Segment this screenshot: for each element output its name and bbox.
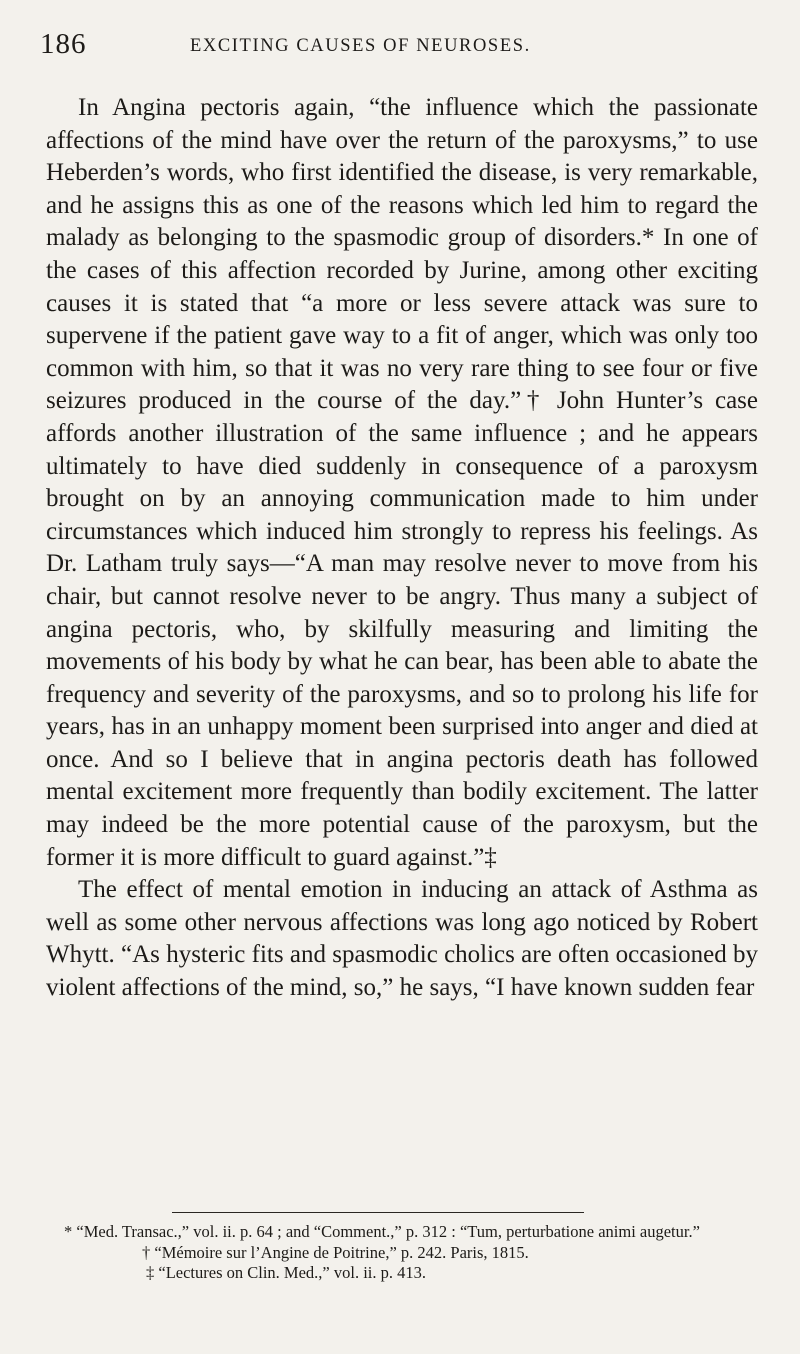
- page-number: 186: [40, 28, 87, 60]
- running-head: [40, 28, 760, 68]
- footnote-divider: [172, 1212, 584, 1213]
- paragraph-asthma: The effect of mental emotion in inducing an attack of Asthma as well as some other nervous affections was long ago noticed by Robert Whytt. “As hysteric fits and spasmodic cholics are often occasioned by violent affections of the mind, so,” he says, “I have known sudden fear: [46, 876, 758, 1002]
- footnotes: [46, 1222, 758, 1284]
- paragraph-angina: In Angina pectoris again, “the influence which the passionate affections of the mind have over the return of the paroxysms,” to use Heberden’s words, who first identified the disease, is very remarkable, and he assigns this as one of the reasons which led him to regard the malady as belonging to the spasmodic group of disorders.* In one of the cases of this affection recorded by Jurine, among other exciting causes it is stated that “a more or less severe attack was sure to supervene if the patient gave way to a fit of anger, which was only too common with him, so that it was no very rare thing to see four or five seizures produced in the course of the day.”† John Hunter’s case affords another illustration of the same influence ; and he appears ultimately to have died suddenly in consequence of a paroxysm brought on by an annoying communication made to him under circumstances which induced him strongly to repress his feelings. As Dr. Latham truly says—“A man may resolve never to move from his chair, but cannot resolve never to be angry. Thus many a subject of angina pectoris, who, by skilfully measuring and limiting the movements of his body by what he can bear, has been able to abate the frequency and severity of the paroxysms, and so to prolong his life for years, has in an unhappy moment been surprised into anger and died at once. And so I believe that in angina pectoris death has followed mental excitement more frequently than bodily excitement. The latter may indeed be the more potential cause of the paroxysm, but the former it is more difficult to guard against.”‡: [46, 94, 758, 871]
- footnote-double-dagger: ‡ “Lectures on Clin. Med.,” vol. ii. p. 413.: [146, 1263, 426, 1282]
- body-text: [46, 92, 758, 1005]
- running-title: EXCITING CAUSES OF NEUROSES.: [190, 36, 531, 56]
- footnote-asterisk: * “Med. Transac.,” vol. ii. p. 64 ; and “Comment.,” p. 312 : “Tum, perturbatione animi augetur.”: [64, 1222, 700, 1241]
- footnote-dagger: † “Mémoire sur l’Angine de Poitrine,” p. 242. Paris, 1815.: [142, 1242, 529, 1262]
